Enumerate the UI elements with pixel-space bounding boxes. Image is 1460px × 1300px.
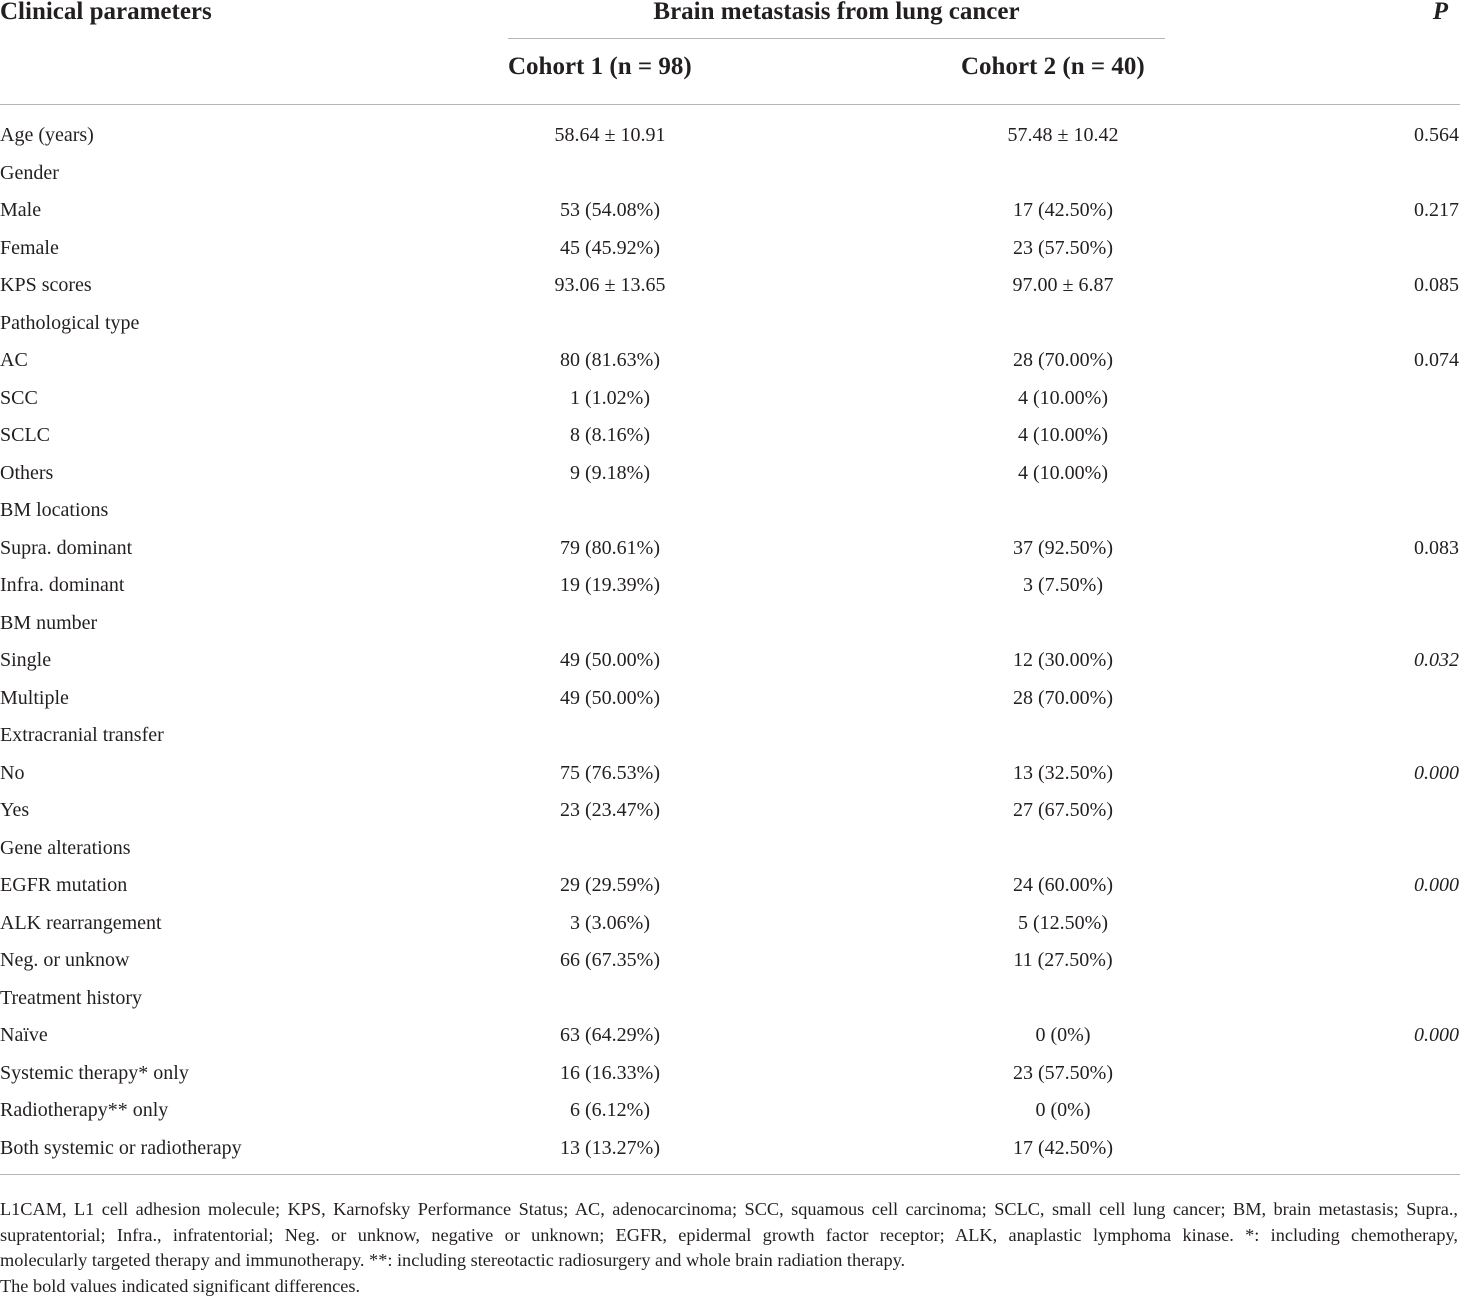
table-row [0,905,1460,943]
cohort-2-value: 0 (0%) [1035,1024,1091,1046]
table-row [0,380,1460,418]
cohort-1-value: 45 (45.92%) [560,236,660,259]
cohort-1-value: 19 (19.39%) [560,574,660,596]
cohort-2-value: 12 (30.00%) [1013,649,1113,671]
table-row [0,980,1460,1018]
table-row [0,530,1460,568]
row-label: No [0,761,25,784]
cohort-1-value: 13 (13.27%) [560,1136,660,1159]
table-row [0,267,1460,305]
table-row [0,755,1460,793]
cohort-2-value: 5 (12.50%) [1018,911,1108,934]
table-row [0,605,1460,643]
row-label: Extracranial transfer [0,724,164,746]
cohort-1-value: 66 (67.35%) [560,949,660,971]
row-label: Age (years) [0,124,94,146]
table-row [0,867,1460,905]
cohort-1-value: 6 (6.12%) [570,1099,650,1121]
table-row [0,717,1460,755]
row-label: Pathological type [0,311,140,334]
row-label: Gender [0,161,59,184]
table-row [0,342,1460,380]
cohort-1-value: 3 (3.06%) [570,911,650,934]
row-label: Systemic therapy* only [0,1061,189,1084]
cohort-2-value: 97.00 ± 6.87 [1012,274,1114,296]
row-label: Single [0,649,52,671]
column-header-cohort-2: Cohort 2 (n = 40) [961,53,1145,80]
p-value: 0.074 [1414,349,1459,371]
cohort-1-value: 75 (76.53%) [560,761,660,784]
cohort-1-value: 49 (50.00%) [560,686,660,709]
cohort-1-value: 23 (23.47%) [560,799,660,821]
p-value: 0.085 [1414,274,1459,296]
cohort-1-value: 16 (16.33%) [560,1061,660,1084]
column-header-p-value: P [1432,0,1448,25]
cohort-1-value: 93.06 ± 13.65 [554,274,666,296]
cohort-2-value: 4 (10.00%) [1018,424,1108,446]
row-label: Naïve [0,1024,48,1046]
row-label: SCC [0,386,38,409]
row-label: SCLC [0,424,51,446]
cohort-2-value: 4 (10.00%) [1018,461,1108,484]
footnote-significance-note: The bold values indicated significant differences. [0,1276,361,1297]
cohort-1-value: 80 (81.63%) [560,349,660,371]
table-row [0,492,1460,530]
cohort-1-value: 58.64 ± 10.91 [554,124,666,146]
row-label: Both systemic or radiotherapy [0,1136,242,1159]
row-label: Treatment history [0,986,143,1009]
cohort-1-value: 63 (64.29%) [560,1024,660,1046]
table-row [0,117,1460,155]
cohort-2-value: 11 (27.50%) [1013,949,1113,971]
cohort-2-value: 17 (42.50%) [1013,199,1113,221]
cohort-1-value: 8 (8.16%) [570,424,650,446]
table-row [0,680,1460,718]
table-row [0,455,1460,493]
row-label: EGFR mutation [0,874,128,896]
table-row [0,155,1460,193]
table-row [0,942,1460,980]
table-row [0,230,1460,268]
header-bottom-rule [0,104,1460,105]
row-label: KPS scores [0,274,92,296]
cohort-1-value: 53 (54.08%) [560,199,660,221]
footnote-line: supratentorial; Infra., infratentorial; Neg. or unknow, negative or unknown; EGFR, epidermal growth factor receptor; ALK, anaplastic lymphoma kinase. *: including chemotherapy, [0,1224,1458,1245]
group-header-underline [508,38,1165,39]
table-row [0,192,1460,230]
p-value: 0.000 [1414,874,1459,896]
column-group-header-brain-metastasis: Brain metastasis from lung cancer [653,0,1020,25]
table-row [0,1055,1460,1093]
table-footnote [0,1197,1458,1300]
footnote-line: molecularly targeted therapy and immunotherapy. **: including stereotactic radiosurgery and whole brain radiation therapy. [0,1250,906,1271]
cohort-1-value: 9 (9.18%) [570,461,650,484]
table-row [0,830,1460,868]
cohort-2-value: 24 (60.00%) [1013,874,1113,896]
table-row [0,567,1460,605]
row-label: Multiple [0,686,69,709]
row-label: Neg. or unknow [0,949,130,971]
row-label: Radiotherapy** only [0,1099,169,1121]
table-row [0,1092,1460,1130]
cohort-2-value: 27 (67.50%) [1013,799,1113,821]
p-value: 0.000 [1414,761,1459,784]
column-header-cohort-1: Cohort 1 (n = 98) [508,53,692,80]
p-value: 0.032 [1414,649,1459,671]
table-bottom-rule [0,1174,1460,1175]
table-row [0,305,1460,343]
cohort-2-value: 3 (7.50%) [1023,574,1103,596]
cohort-1-value: 79 (80.61%) [560,536,660,559]
cohort-2-value: 37 (92.50%) [1013,536,1113,559]
cohort-2-value: 23 (57.50%) [1013,1061,1113,1084]
table-row [0,642,1460,680]
cohort-2-value: 28 (70.00%) [1013,349,1113,371]
p-value: 0.000 [1414,1024,1459,1046]
p-value: 0.083 [1414,536,1459,559]
row-label: Supra. dominant [0,536,133,559]
cohort-2-value: 0 (0%) [1035,1099,1091,1121]
row-label: Female [0,236,59,259]
row-label: Others [0,461,54,484]
cohort-1-value: 49 (50.00%) [560,649,660,671]
cohort-2-value: 28 (70.00%) [1013,686,1113,709]
cohort-1-value: 1 (1.02%) [570,386,650,409]
row-label: AC [0,349,28,371]
row-label: Yes [0,799,30,821]
row-label: Infra. dominant [0,574,125,596]
column-header-clinical-parameters: Clinical parameters [0,0,212,25]
cohort-2-value: 4 (10.00%) [1018,386,1108,409]
table-row [0,1130,1460,1168]
row-label: BM number [0,611,98,634]
cohort-2-value: 17 (42.50%) [1013,1136,1113,1159]
p-value: 0.564 [1414,124,1459,146]
p-value: 0.217 [1414,199,1459,221]
table-row [0,1017,1460,1055]
row-label: Male [0,199,42,221]
cohort-2-value: 57.48 ± 10.42 [1007,124,1119,146]
row-label: Gene alterations [0,836,131,859]
footnote-line: L1CAM, L1 cell adhesion molecule; KPS, Karnofsky Performance Status; AC, adenocarcinoma; SCC, squamous cell carcinoma; SCLC, small cell lung cancer; BM, brain metastasis; Supra., [0,1199,1458,1219]
table-row [0,417,1460,455]
table-row [0,792,1460,830]
cohort-2-value: 13 (32.50%) [1013,761,1113,784]
cohort-2-value: 23 (57.50%) [1013,236,1113,259]
cohort-1-value: 29 (29.59%) [560,874,660,896]
row-label: BM locations [0,499,109,521]
row-label: ALK rearrangement [0,911,162,934]
